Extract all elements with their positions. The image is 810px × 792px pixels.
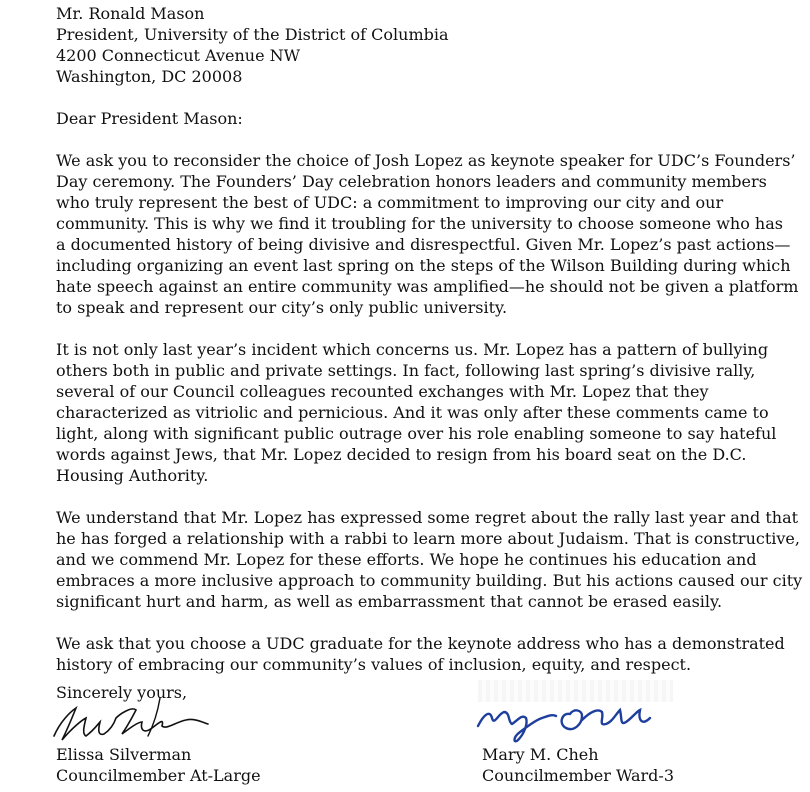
signer-block-left bbox=[56, 744, 261, 786]
paragraph-line: he has forged a relationship with a rabbi to learn more about Judaism. That is constructive, bbox=[56, 529, 800, 548]
paragraph-line: light, along with significant public outrage over his role enabling someone to say hateful bbox=[56, 424, 777, 443]
paragraph bbox=[56, 633, 786, 675]
paragraph bbox=[56, 150, 799, 318]
paragraph-line: Housing Authority. bbox=[56, 466, 209, 485]
salutation: Dear President Mason: bbox=[56, 109, 243, 128]
signer-name: Mary M. Cheh bbox=[482, 745, 599, 764]
signature-cheh bbox=[470, 690, 670, 750]
paragraph-line: community. This is why we find it troubling for the university to choose someone who has bbox=[56, 214, 783, 233]
signer-block-right bbox=[482, 744, 674, 786]
signature-silverman bbox=[36, 688, 226, 752]
paragraph-line: embraces a more inclusive approach to community building. But his actions caused our city bbox=[56, 571, 803, 590]
paragraph bbox=[56, 507, 803, 612]
closing: Sincerely yours, bbox=[56, 683, 188, 702]
paragraph-line: words against Jews, that Mr. Lopez decided to resign from his board seat on the D.C. bbox=[56, 445, 747, 464]
paragraph-line: We ask you to reconsider the choice of Josh Lopez as keynote speaker for UDC’s Founders’ bbox=[56, 151, 796, 170]
recipient-city: Washington, DC 20008 bbox=[56, 67, 243, 86]
recipient-address bbox=[56, 3, 786, 87]
paragraph-line: history of embracing our community’s values of inclusion, equity, and respect. bbox=[56, 655, 692, 674]
paragraph-line: It is not only last year’s incident which concerns us. Mr. Lopez has a pattern of bullying bbox=[56, 340, 769, 359]
paragraph-line: who truly represent the best of UDC: a commitment to improving our city and our bbox=[56, 193, 724, 212]
letter-body bbox=[56, 0, 803, 675]
recipient-name: Mr. Ronald Mason bbox=[56, 4, 205, 23]
recipient-title: President, University of the District of Columbia bbox=[56, 25, 449, 44]
signature-stroke bbox=[562, 710, 650, 729]
paragraph-line: We understand that Mr. Lopez has expressed some regret about the rally last year and that bbox=[56, 508, 799, 527]
paragraph-line: a documented history of being divisive and disrespectful. Given Mr. Lopez’s past actions— bbox=[56, 235, 791, 254]
signature-stroke bbox=[54, 708, 208, 740]
paragraph-line: We ask that you choose a UDC graduate for the keynote address who has a demonstrated bbox=[56, 634, 785, 653]
paragraph-line: hate speech against an entire community was amplified—he should not be given a platform bbox=[56, 277, 799, 296]
paragraph-line: Day ceremony. The Founders’ Day celebration honors leaders and community members bbox=[56, 172, 767, 191]
paragraph-line: and we commend Mr. Lopez for these efforts. We hope he continues his education and bbox=[56, 550, 757, 569]
paragraph-line: significant hurt and harm, as well as embarrassment that cannot be erased easily. bbox=[56, 592, 723, 611]
signer-title: Councilmember Ward-3 bbox=[482, 766, 675, 785]
paragraph-line: several of our Council colleagues recounted exchanges with Mr. Lopez that they bbox=[56, 382, 709, 401]
signer-title: Councilmember At-Large bbox=[56, 766, 261, 785]
signer-name: Elissa Silverman bbox=[56, 745, 192, 764]
paragraph-line: others both in public and private settings. In fact, following last spring’s divisive rally, bbox=[56, 361, 756, 380]
paragraph-line: including organizing an event last spring on the steps of the Wilson Building during which bbox=[56, 256, 791, 275]
paragraph-line: characterized as vitriolic and pernicious. And it was only after these comments came to bbox=[56, 403, 769, 422]
recipient-street: 4200 Connecticut Avenue NW bbox=[56, 46, 301, 65]
paragraph bbox=[56, 339, 786, 486]
paragraph-line: to speak and represent our city’s only public university. bbox=[56, 298, 508, 317]
signature-stroke bbox=[478, 712, 556, 741]
